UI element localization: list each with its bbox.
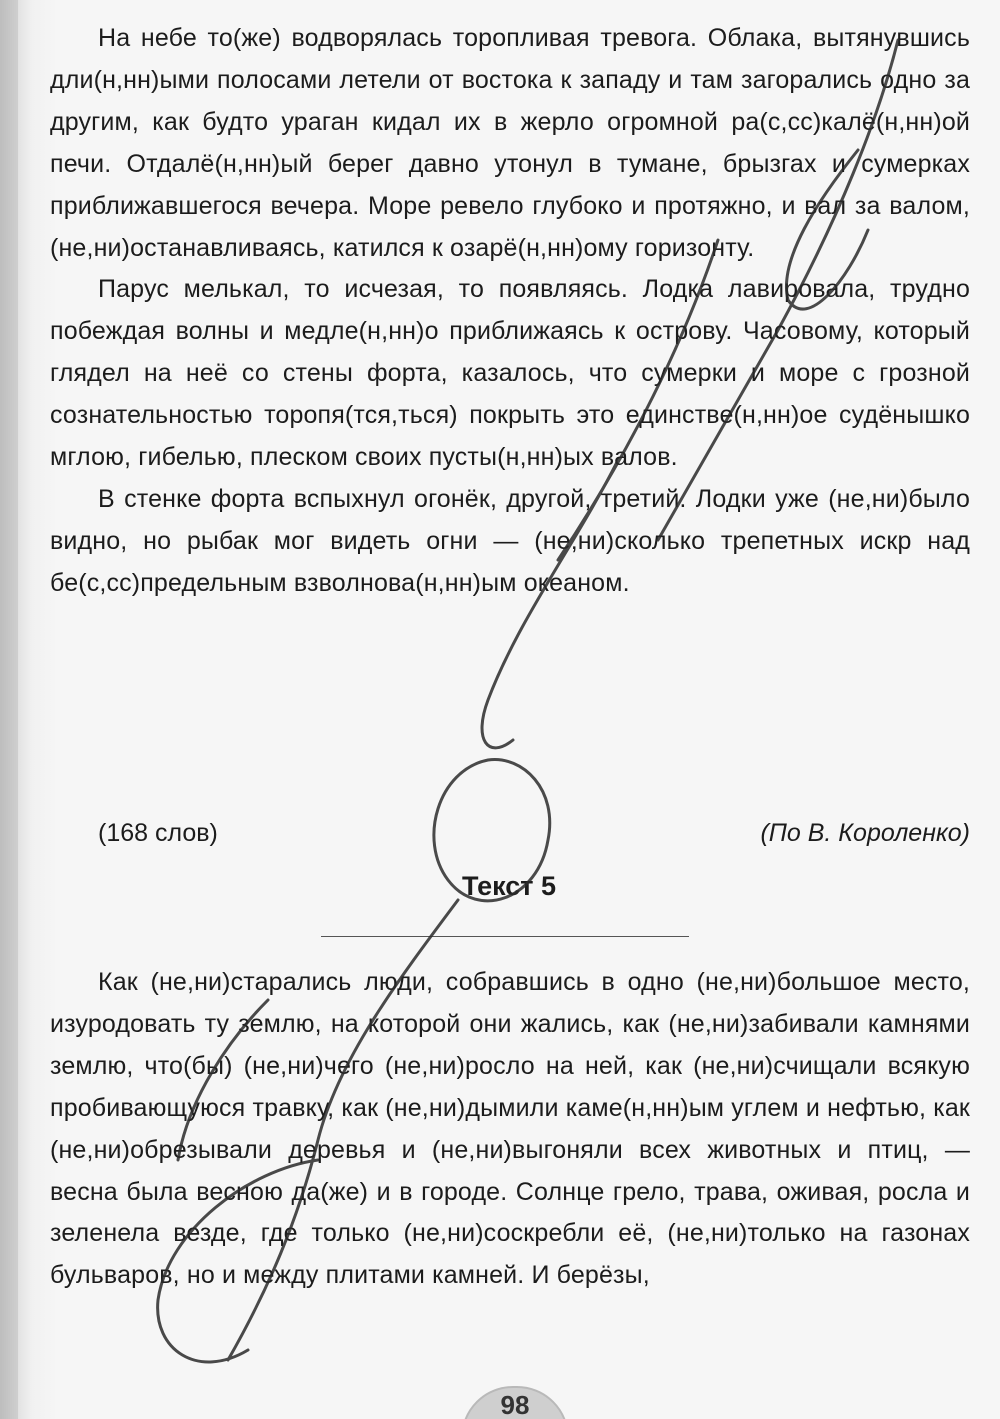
textbook-page — [18, 0, 1000, 1419]
text-4-paragraph-3: В стенке форта вспыхнул огонёк, другой, третий. Лодки уже (не,ни)было видно, но рыбак мог видеть огни — (не,ни)сколько трепетных искр над бе(с,сс)предельным взволнова(н,нн)ым океаном. — [50, 484, 970, 597]
word-count: (168 слов) — [98, 819, 218, 847]
text-5-heading: Текст 5 — [461, 871, 557, 901]
text-source: (По В. Короленко) — [760, 819, 970, 847]
text-4-footer — [50, 812, 970, 854]
text-4-paragraph-1: На небе то(же) водворялась торопливая тревога. Облака, вытянувшись дли(н,нн)ыми полосами летели от востока к западу и там загорались одно за другим, как будто ураган кидал их в жерло огромной ра(с,сс)калё(н,нн)ой печи. Отдалё(н,нн)ый берег давно утонул в тумане, брызгах и сумерках приближавшегося вечера. Море ревело глубоко и протяжно, и вал за валом, (не,ни)останавливаясь, катился к озарё(н,нн)ому горизонту. — [50, 24, 970, 262]
page-edge-shadow — [0, 0, 18, 1419]
page-number-badge — [461, 1386, 569, 1419]
text-4-paragraph-2: Парус мелькал, то исчезая, то появляясь. Лодка лавировала, трудно побеждая волны и медле(н,нн)о приближаясь к острову. Часовому, который глядел на неё со стены форта, казалось, что сумерки и море с грозной сознательностью торопя(тся,ться) покрыть это единстве(н,нн)ое судёнышко мглою, гибелью, плеском своих пусты(н,нн)ых валов. — [50, 275, 970, 472]
text-4-body — [50, 18, 970, 605]
page-number: 98 — [500, 1390, 530, 1419]
text-5-paragraph-1: Как (не,ни)старались люди, собравшись в одно (не,ни)большое место, изуродовать ту землю, на которой они жались, как (не,ни)забивали камнями землю, что(бы) (не,ни)чего (не,ни)росло на ней, как (не,ни)счищали всякую пробивающуюся травку, как (не,ни)дымили каме(н,нн)ым углем и нефтью, как (не,ни)обрезывали деревья и (не,ни)выгоняли всех животных и птиц, — весна была весною да(же) и в городе. Солнце грело, трава, оживая, росла и зеленела везде, где только (не,ни)соскребли её, (не,ни)только на газонах бульваров, но и между плитами камней. И берёзы, — [50, 968, 970, 1290]
heading-underline — [321, 936, 689, 937]
text-5-body — [50, 962, 970, 1297]
